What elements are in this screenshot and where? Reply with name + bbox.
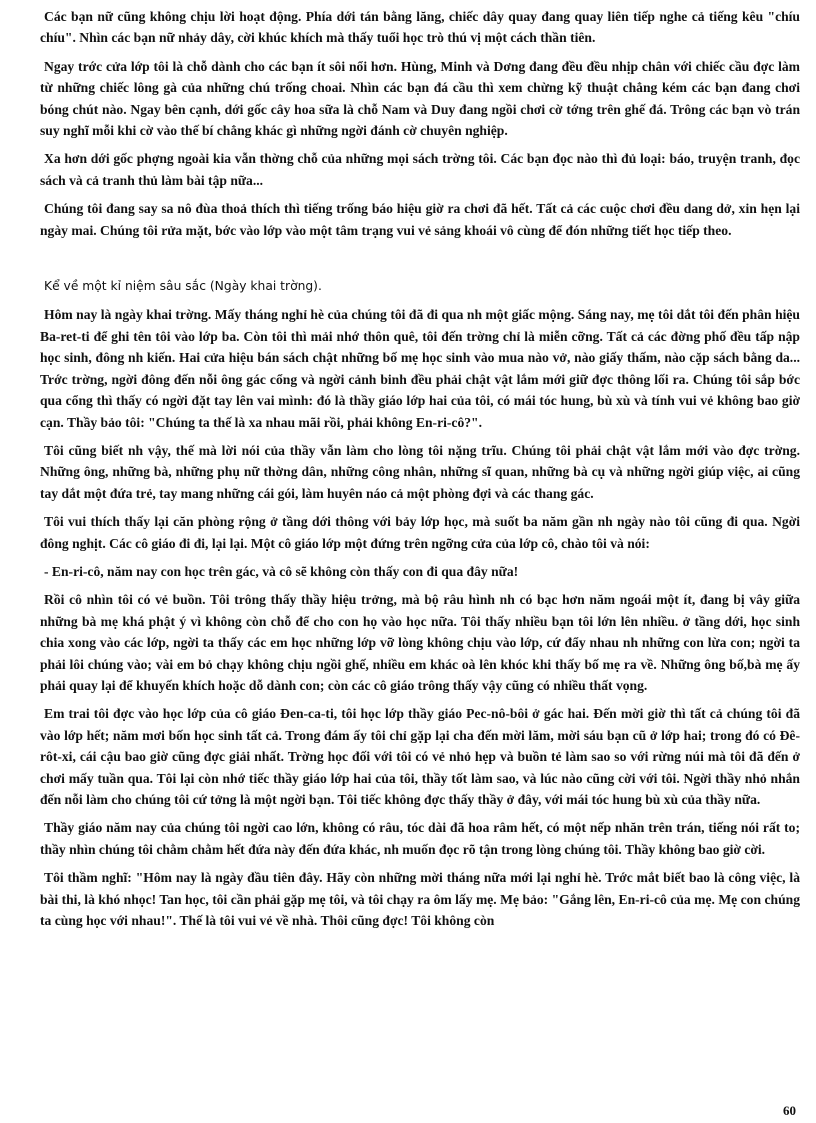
paragraph: Tôi thầm nghĩ: "Hôm nay là ngày đầu tiên đây. Hãy còn những mời tháng nữa mới lại nghỉ hè. Trớc mắt biết bao là công việc, là bài thi, là khó nhọc! Tan học, tôi cần phải gặp mẹ tôi, và tôi chạy ra ôm lấy mẹ. Mẹ bảo: "Gắng lên, En-ri-cô của mẹ. Mẹ con chúng ta cùng học với nhau!". Thế là tôi vui vẻ về nhà. Thôi cũng đợc! Tôi không còn	[40, 870, 800, 929]
paragraph: Các bạn nữ cũng không chịu lời hoạt động. Phía dới tán bằng lăng, chiếc dây quay đang quay liên tiếp nghe cả tiếng kêu "chíu chíu". Nhìn các bạn nữ nhảy dây, cời khúc khích mà thấy tuổi học trò thú vị một cách thần tiên.	[40, 9, 800, 46]
paragraph: Xa hơn dới gốc phợng ngoài kia vẫn thờng chỗ của những mọi sách trờng tôi. Các bạn đọc nào thì đủ loại: báo, truyện tranh, đọc sách và cả tranh thủ làm bài tập nữa...	[40, 151, 800, 188]
document-page	[40, 6, 800, 938]
paragraph: Em trai tôi đợc vào học lớp của cô giáo Đen-ca-ti, tôi học lớp thầy giáo Pec-nô-bôi ở gác hai. Đến mời giờ thì tất cả chúng tôi đã vào lớp hết; năm mơi bốn học sinh tất cả. Trong đám ấy tôi chỉ gặp lại cha đến mời lăm, mời sáu bạn cũ ở lớp hai; trong đó có Đê-rôt-xi, cái cậu bao giờ cũng đợc giải nhất. Trờng học đối với tôi có vẻ nhỏ hẹp và buồn tẻ làm sao so với rừng núi mà tôi đã đến ở chơi mấy tuần qua. Tôi lại còn nhớ tiếc thầy giáo lớp hai của tôi, thầy tốt làm sao, và lúc nào cũng cời với tôi. Ngời thầy nhỏ nhắn đến nỗi làm cho chúng tôi cứ tởng là một ngời bạn. Tôi tiếc không đợc thấy thầy ở đây, với mái tóc hung bù xù của thầy nữa.	[40, 706, 800, 807]
dialogue-line: - En-ri-cô, năm nay con học trên gác, và cô sẽ không còn thấy con đi qua đây nữa!	[44, 563, 519, 579]
paragraph: Chúng tôi đang say sa nô đùa thoả thích thì tiếng trống báo hiệu giờ ra chơi đã hết. Tất cả các cuộc chơi đều dang dở, xin hẹn lại ngày mai. Chúng tôi rửa mặt, bớc vào lớp vào một tâm trạng vui vẻ sảng khoái vô cùng để đón những tiết học tiếp theo.	[40, 201, 800, 238]
paragraph: Ngay trớc cửa lớp tôi là chỗ dành cho các bạn ít sôi nổi hơn. Hùng, Minh và Dơng đang đều đều nhịp chân với chiếc cầu đợc làm từ những chiếc lông gà của những chú trống choai. Nhìn các bạn đá cầu thì xem chừng kỹ thuật chẳng kém các bạn đang chơi bóng chút nào. Ngay bên cạnh, dới gốc cây hoa sữa là chỗ Nam và Duy đang ngồi chơi cờ tớng trên ghế đá. Trông các bạn vò trán suy nghĩ mỗi khi cờ vào thế bí chẳng khác gì những ngời đánh cờ chuyên nghiệp.	[40, 58, 800, 139]
paragraph: Thầy giáo năm nay của chúng tôi ngời cao lớn, không có râu, tóc dài đã hoa râm hết, có một nếp nhăn trên trán, tiếng nói rất to; thầy nhìn chúng tôi chằm chằm hết đứa này đến đứa khác, nh muốn đọc rõ tận trong lòng chúng tôi. Thầy không bao giờ cời.	[40, 820, 800, 857]
paragraph: Tôi cũng biết nh vậy, thế mà lời nói của thầy vẫn làm cho lòng tôi nặng trĩu. Chúng tôi phải chật vật lắm mới vào đợc trờng. Những ông, những bà, những phụ nữ thờng dân, những công nhân, những sĩ quan, những bà cụ và những ngời giúp việc, ai cũng tay dắt một đứa trẻ, tay mang những cái gói, làm huyên náo cả một phòng đợi và các thang gác.	[40, 442, 800, 501]
section-title: Kể về một kỉ niệm sâu sắc (Ngày khai trờng).	[44, 279, 322, 294]
paragraph: Hôm nay là ngày khai trờng. Mấy tháng nghỉ hè của chúng tôi đã đi qua nh một giấc mộng. Sáng nay, mẹ tôi dắt tôi đến phân hiệu Ba-ret-ti để ghi tên tôi vào lớp ba. Còn tôi thì mải nhớ thôn quê, tôi đến trờng chỉ là miễn cỡng. Tất cả các đờng phố đều tấp nập học sinh, đông nh kiến. Hai cửa hiệu bán sách chật những bố mẹ học sinh vào mua nào vở, nào giấy thấm, nào cặp sách bằng da... Trớc trờng, ngời đông đến nỗi ông gác cổng và ngời cảnh binh đều phải chật vật lắm mới giữ đợc thông lối ra. Chúng tôi sắp bớc qua cổng thì thấy có ngời đặt tay lên vai mình: đó là thầy giáo lớp hai của tôi, có mái tóc hung, bù xù và tính vui vẻ không bao giờ cạn. Thầy bảo tôi: "Chúng ta thế là xa nhau mãi rồi, phải không En-ri-cô?".	[40, 307, 800, 430]
section-spacer	[40, 248, 800, 276]
paragraph: Rồi cô nhìn tôi có vẻ buồn. Tôi trông thấy thầy hiệu trởng, mà bộ râu hình nh có bạc hơn năm ngoái một ít, đang bị vây giữa những bà mẹ khá phật ý vì không còn chỗ để cho con họ vào học nữa. Tôi thấy nhiều bạn tôi lớn lên nhiều. ở tầng dới, học sinh chia xong vào các lớp, ngời ta thấy các em học những lớp vỡ lòng không chịu vào lớp, cứ đẩy nhau nh những con lừa con; ngời ta phải lôi chúng vào; vài em bỏ chạy không chịu ngồi ghế, nhiều em khác oà lên khóc khi thấy bố mẹ ra về. Những ông bố,bà mẹ ấy phải quay lại để khuyến khích hoặc dỗ dành con; còn các cô giáo trông thấy vậy cũng có nhiều thất vọng.	[40, 592, 800, 693]
page-number: 60	[783, 1103, 796, 1118]
paragraph: Tôi vui thích thấy lại căn phòng rộng ở tầng dới thông với bảy lớp học, mà suốt ba năm gần nh ngày nào tôi cũng đi qua. Ngời đông nghịt. Các cô giáo đi đi, lại lại. Một cô giáo lớp một đứng trên ngỡng cửa của lớp cô, chào tôi và nói:	[40, 514, 800, 551]
